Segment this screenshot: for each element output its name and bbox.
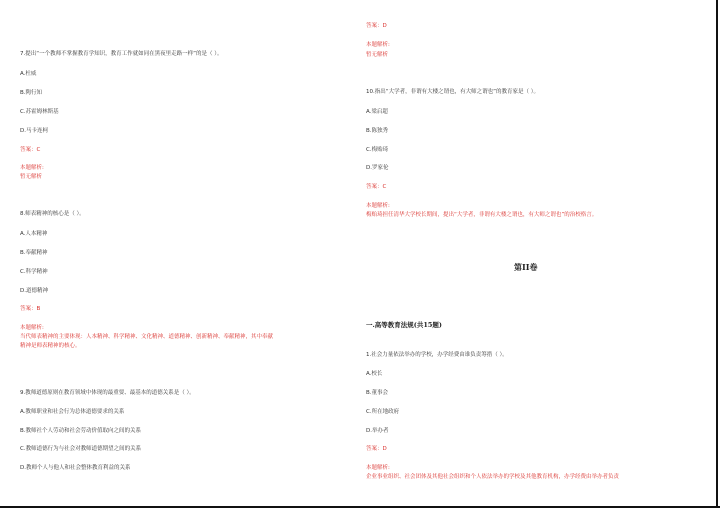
- question-8-answer: 答案：B: [20, 306, 41, 312]
- question-9-option-b: B.教师社个人劳动和社会劳动价值取向之间的关系: [20, 428, 142, 434]
- question-7-stem: 7.提出“一个教师不掌握教育学知识，教育工作就如同在黑夜里走路一样”的是（ ）。: [20, 51, 223, 57]
- question-9-answer: 答案：D: [366, 23, 387, 29]
- question-10-stem: 10.指出“大学者，非谓有大楼之谓也，有大师之谓也”的教育家是（ ）。: [366, 89, 539, 95]
- question-10-option-c: C.梅贻琦: [366, 147, 389, 153]
- right-edge-line: [716, 0, 718, 508]
- question-7-option-b: B.陶行知: [20, 90, 43, 96]
- question-9-analysis-text: 暂无解析: [366, 52, 389, 58]
- question-10-option-a: A.梁启超: [366, 109, 388, 115]
- question-10-analysis-text: 梅贻琦担任清华大学校长期间，提出“大学者，非谓有大楼之谓也，有大师之谓也”的治校格言。: [366, 212, 598, 218]
- question-1-stem: 1.社会力量依法举办的学校，办学经费由谁负责筹措（ ）。: [366, 352, 508, 358]
- question-8-option-d: D.道德精神: [20, 288, 48, 294]
- section-title: 一.高等教育法规(共15题): [366, 321, 442, 329]
- question-10-analysis-label: 本题解析:: [366, 203, 390, 209]
- question-8-option-c: C.科学精神: [20, 269, 48, 275]
- question-8-stem: 8.师表精神的核心是（ ）。: [20, 211, 85, 217]
- question-8-option-b: B.奉献精神: [20, 250, 48, 256]
- question-7-option-c: C.苏霍姆林斯基: [20, 109, 59, 115]
- question-9-option-d: D.教师个人与他人和社会整体教育利益的关系: [20, 465, 131, 471]
- question-7-answer: 答案：C: [20, 147, 41, 153]
- question-9-analysis-label: 本题解析:: [366, 42, 390, 48]
- question-9-option-c: C.教师道德行为与社会对教师道德期望之间的关系: [20, 446, 142, 452]
- question-8-analysis-line-1: 当代师表精神的主要体现：人本精神、科学精神、文化精神、道德精神、创新精神、奉献精神，其中奉献: [20, 334, 274, 340]
- question-9-stem: 9.教师道德原则在教育领域中体现的最重要、最基本的道德关系是（ ）。: [20, 390, 195, 396]
- question-1-option-d: D.举办者: [366, 428, 389, 434]
- question-1-option-b: B.董事会: [366, 390, 389, 396]
- question-1-analysis-label: 本题解析:: [366, 465, 390, 471]
- question-1-option-c: C.所在地政府: [366, 409, 400, 415]
- question-9-option-a: A.教师职业和社会行为总体道德要求的关系: [20, 409, 125, 415]
- question-8-analysis-line-2: 精神是师表精神的核心。: [20, 343, 81, 349]
- question-7-option-a: A.杜威: [20, 71, 37, 77]
- question-10-answer: 答案：C: [366, 184, 387, 190]
- question-8-analysis-label: 本题解析:: [20, 325, 44, 331]
- question-1-analysis-text: 企业事业组织、社会团体及其他社会组织和个人依法举办的学校及其他教育机构，办学经费由举办者负责: [366, 474, 620, 480]
- question-10-option-d: D.罗家伦: [366, 165, 389, 171]
- question-1-option-a: A.校长: [366, 371, 383, 377]
- question-7-analysis-text: 暂无解析: [20, 174, 43, 180]
- question-7-analysis-label: 本题解析:: [20, 165, 44, 171]
- question-1-answer: 答案：D: [366, 446, 387, 452]
- question-7-option-d: D.马卡连柯: [20, 128, 48, 134]
- question-8-option-a: A.人本精神: [20, 231, 48, 237]
- part-title: 第II卷: [514, 262, 538, 272]
- question-10-option-b: B.陈独秀: [366, 128, 389, 134]
